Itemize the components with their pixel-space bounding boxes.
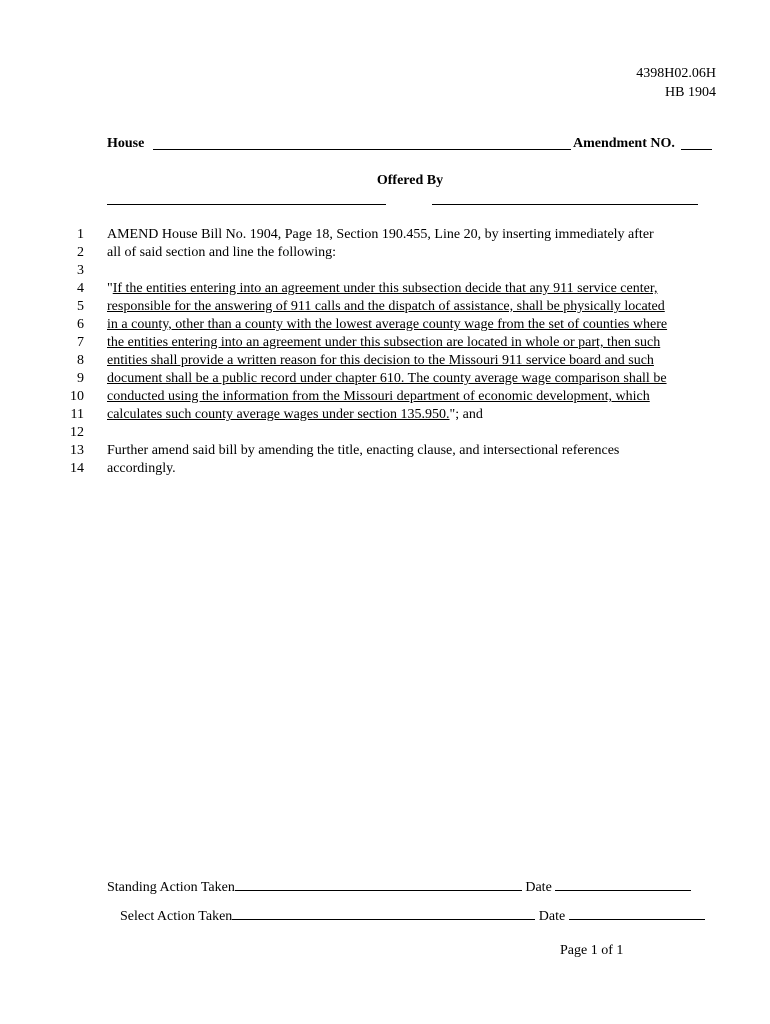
document-id: 4398H02.06H (636, 66, 716, 81)
amendment-body (107, 226, 747, 478)
body-line-blank (107, 262, 747, 280)
date-label: Date (538, 909, 566, 924)
line-number: 3 (77, 263, 84, 278)
date-label: Date (525, 880, 552, 895)
offered-by-label: Offered By (376, 173, 444, 188)
inserted-text: responsible for the answering of 911 calls and the dispatch of assistance, shall be physically located (107, 299, 665, 314)
select-date-blank (569, 907, 705, 920)
standing-action-label: Standing Action Taken (107, 880, 235, 895)
standing-action-blank (235, 878, 522, 891)
body-line: AMEND House Bill No. 1904, Page 18, Section 190.455, Line 20, by inserting immediately after (107, 227, 654, 242)
body-line (107, 406, 747, 424)
inserted-text: conducted using the information from the Missouri department of economic development, which (107, 389, 650, 404)
bill-number: HB 1904 (665, 85, 716, 100)
body-line (107, 280, 747, 298)
line-number: 13 (70, 443, 84, 458)
closing-quote: "; and (449, 407, 483, 422)
inserted-text: If the entities entering into an agreement under this subsection decide that any 911 service center, (112, 281, 658, 296)
line-number: 11 (70, 407, 84, 422)
house-label: House (107, 136, 145, 151)
amendment-header-row (107, 136, 712, 154)
page-number: Page 1 of 1 (560, 943, 624, 958)
standing-date-blank (555, 878, 691, 891)
inserted-text: document shall be a public record under chapter 610. The county average wage comparison shall be (107, 371, 667, 386)
offered-by-signature-line-right (432, 204, 698, 205)
select-action-label: Select Action Taken (120, 909, 233, 924)
line-number: 5 (77, 299, 84, 314)
opening-quote: " (107, 281, 113, 296)
line-number: 8 (77, 353, 84, 368)
amendment-number-label: Amendment NO. (573, 136, 675, 151)
inserted-text: entities shall provide a written reason for this decision to the Missouri 911 service board and such (107, 353, 654, 368)
line-number: 4 (77, 281, 84, 296)
body-line: Further amend said bill by amending the title, enacting clause, and intersectional references (107, 443, 620, 458)
line-number: 2 (77, 245, 84, 260)
house-blank-line (153, 149, 571, 150)
line-numbers (50, 226, 84, 478)
select-action-row (120, 907, 705, 925)
line-number: 12 (70, 425, 84, 440)
standing-action-row (107, 878, 691, 896)
line-number: 7 (77, 335, 84, 350)
select-action-blank (232, 907, 535, 920)
line-number: 14 (70, 461, 84, 476)
line-number: 6 (77, 317, 84, 332)
body-line: accordingly. (107, 461, 176, 476)
offered-by-signature-line-left (107, 204, 386, 205)
line-number: 9 (77, 371, 84, 386)
document-header (636, 64, 716, 102)
inserted-text: calculates such county average wages under section 135.950. (107, 407, 450, 422)
inserted-text: in a county, other than a county with the lowest average county wage from the set of counties where (107, 317, 668, 332)
body-line-blank (107, 424, 747, 442)
body-line: all of said section and line the following: (107, 245, 337, 260)
amendment-number-blank (681, 149, 712, 150)
line-number: 1 (77, 227, 84, 242)
line-number: 10 (70, 389, 84, 404)
inserted-text: the entities entering into an agreement under this subsection are located in whole or part, then such (107, 335, 661, 350)
